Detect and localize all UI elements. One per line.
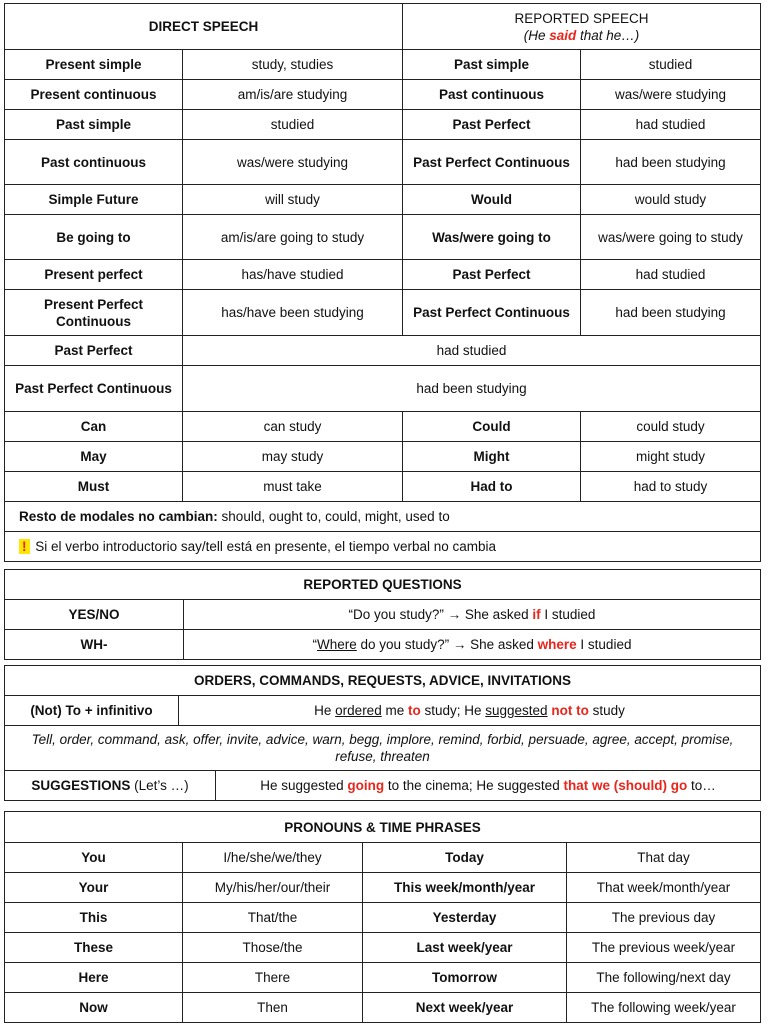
reported-time: The previous week/year xyxy=(567,933,761,963)
reported-example: had studied xyxy=(581,110,761,140)
direct-example: must take xyxy=(183,472,403,502)
tense-row xyxy=(5,290,761,336)
suggestions-label-cell xyxy=(5,771,216,801)
tense-row xyxy=(5,50,761,80)
reported-tense: Was/were going to xyxy=(403,215,581,260)
tense-row xyxy=(5,185,761,215)
sugg-part: to the cinema; He suggested xyxy=(384,778,564,793)
direct-time: This week/month/year xyxy=(363,873,567,903)
pronoun-row xyxy=(5,903,761,933)
merged-example: had been studying xyxy=(183,366,761,412)
direct-pronoun: Here xyxy=(5,963,183,993)
wh-where-underlined: Where xyxy=(317,637,357,652)
subtitle-post: that he…) xyxy=(576,27,640,43)
warning-text: Si el verbo introductorio say/tell está en presente, el tiempo verbal no cambia xyxy=(31,539,496,554)
orders-header: ORDERS, COMMANDS, REQUESTS, ADVICE, INVITATIONS xyxy=(5,666,761,696)
pronouns-header: PRONOUNS & TIME PHRASES xyxy=(5,812,761,843)
pronouns-table xyxy=(4,811,761,1023)
suggestions-row xyxy=(5,771,761,801)
direct-tense: Past simple xyxy=(5,110,183,140)
reported-tense: Past Perfect Continuous xyxy=(403,290,581,336)
modals-note-label: Resto de modales no cambian: xyxy=(19,509,218,524)
reported-example: had studied xyxy=(581,260,761,290)
warning-row xyxy=(5,532,761,562)
sugg-that-we-go: that we (should) go xyxy=(563,778,688,793)
reported-tense: Past continuous xyxy=(403,80,581,110)
subtitle-pre: (He xyxy=(523,27,550,43)
reported-example: had to study xyxy=(581,472,761,502)
modals-note xyxy=(5,502,761,532)
reported-example: was/were going to study xyxy=(581,215,761,260)
reported-pronoun: I/he/she/we/they xyxy=(183,843,363,873)
reported-example: studied xyxy=(581,50,761,80)
pronoun-row xyxy=(5,993,761,1023)
direct-pronoun: This xyxy=(5,903,183,933)
merged-tense-row xyxy=(5,336,761,366)
infinitive-row xyxy=(5,696,761,726)
yesno-pre: “Do you study?” → She asked xyxy=(348,607,533,622)
direct-tense: Past Perfect xyxy=(5,336,183,366)
modal-row xyxy=(5,442,761,472)
suggestions-label: SUGGESTIONS xyxy=(31,778,131,793)
direct-time: Today xyxy=(363,843,567,873)
reported-example: was/were studying xyxy=(581,80,761,110)
reported-tense: Past Perfect xyxy=(403,260,581,290)
direct-example: was/were studying xyxy=(183,140,403,185)
questions-table xyxy=(4,569,761,660)
direct-tense: Past Perfect Continuous xyxy=(5,366,183,412)
reported-example: could study xyxy=(581,412,761,442)
direct-tense: Present simple xyxy=(5,50,183,80)
ex-part: He xyxy=(314,703,336,718)
wh-row xyxy=(5,630,761,660)
direct-speech-header: DIRECT SPEECH xyxy=(5,4,403,50)
wh-quote: “ xyxy=(312,637,318,652)
reported-pronoun: Then xyxy=(183,993,363,1023)
direct-example: may study xyxy=(183,442,403,472)
reported-speech-header: REPORTED SPEECH xyxy=(514,10,649,26)
wh-example xyxy=(184,630,761,660)
reported-speech-header-cell xyxy=(403,4,761,50)
warning-icon: ! xyxy=(19,539,30,554)
sugg-going: going xyxy=(347,778,385,793)
reported-pronoun: Those/the xyxy=(183,933,363,963)
reported-modal: Might xyxy=(403,442,581,472)
pronoun-row xyxy=(5,843,761,873)
direct-example: can study xyxy=(183,412,403,442)
tense-row xyxy=(5,80,761,110)
direct-time: Last week/year xyxy=(363,933,567,963)
ex-ordered: ordered xyxy=(335,703,382,718)
direct-tense: Present Perfect Continuous xyxy=(5,290,183,336)
reported-modal: Could xyxy=(403,412,581,442)
wh-post: I studied xyxy=(576,637,632,652)
yesno-if: if xyxy=(532,607,541,622)
direct-example: has/have studied xyxy=(183,260,403,290)
reported-time: That day xyxy=(567,843,761,873)
direct-pronoun: You xyxy=(5,843,183,873)
direct-example: am/is/are going to study xyxy=(183,215,403,260)
reported-pronoun: There xyxy=(183,963,363,993)
wh-where-red: where xyxy=(537,637,577,652)
yesno-post: I studied xyxy=(540,607,596,622)
reported-tense: Past simple xyxy=(403,50,581,80)
direct-example: am/is/are studying xyxy=(183,80,403,110)
verbs-row xyxy=(5,726,761,771)
ex-part: study xyxy=(588,703,625,718)
yesno-label: YES/NO xyxy=(5,600,184,630)
pronouns-header-row xyxy=(5,812,761,843)
reported-example: had been studying xyxy=(581,290,761,336)
direct-tense: Present perfect xyxy=(5,260,183,290)
direct-example: study, studies xyxy=(183,50,403,80)
direct-modal: May xyxy=(5,442,183,472)
yesno-row xyxy=(5,600,761,630)
suggestions-example xyxy=(216,771,761,801)
direct-tense: Simple Future xyxy=(5,185,183,215)
ex-part: study; He xyxy=(420,703,486,718)
ex-part: me xyxy=(381,703,408,718)
direct-time: Tomorrow xyxy=(363,963,567,993)
infinitive-label: (Not) To + infinitivo xyxy=(5,696,179,726)
reported-tense: Past Perfect Continuous xyxy=(403,140,581,185)
reported-example: had been studying xyxy=(581,140,761,185)
direct-pronoun: Your xyxy=(5,873,183,903)
sugg-part: to… xyxy=(687,778,716,793)
wh-mid: do you study?” → She asked xyxy=(356,637,538,652)
direct-modal: Can xyxy=(5,412,183,442)
warning-note xyxy=(5,532,761,562)
ex-suggested: suggested xyxy=(485,703,548,718)
wh-label: WH- xyxy=(5,630,184,660)
direct-tense: Past continuous xyxy=(5,140,183,185)
modals-note-text: should, ought to, could, might, used to xyxy=(217,509,450,524)
tense-row xyxy=(5,140,761,185)
suggestions-sub: (Let’s …) xyxy=(130,778,189,793)
modal-row xyxy=(5,412,761,442)
reported-speech-subtitle xyxy=(407,27,756,44)
tense-table xyxy=(4,3,761,562)
reported-tense: Would xyxy=(403,185,581,215)
reported-time: The previous day xyxy=(567,903,761,933)
pronoun-row xyxy=(5,933,761,963)
orders-table xyxy=(4,665,761,801)
yesno-example xyxy=(184,600,761,630)
reported-tense: Past Perfect xyxy=(403,110,581,140)
merged-tense-row xyxy=(5,366,761,412)
direct-example: studied xyxy=(183,110,403,140)
direct-modal: Must xyxy=(5,472,183,502)
direct-pronoun: Now xyxy=(5,993,183,1023)
reporting-verbs: Tell, order, command, ask, offer, invite, advice, warn, begg, implore, remind, forbid, persuade, agree, accept, promise, refuse, threaten xyxy=(5,726,761,771)
infinitive-example xyxy=(179,696,761,726)
ex-to: to xyxy=(407,703,421,718)
subtitle-said: said xyxy=(549,27,577,43)
sugg-part: He suggested xyxy=(260,778,348,793)
tense-row xyxy=(5,260,761,290)
reported-modal: Had to xyxy=(403,472,581,502)
reported-time: That week/month/year xyxy=(567,873,761,903)
reported-example: might study xyxy=(581,442,761,472)
questions-header-row xyxy=(5,570,761,600)
modal-row xyxy=(5,472,761,502)
pronoun-row xyxy=(5,873,761,903)
direct-tense: Present continuous xyxy=(5,80,183,110)
direct-time: Next week/year xyxy=(363,993,567,1023)
direct-time: Yesterday xyxy=(363,903,567,933)
ex-not-to: not to xyxy=(551,703,589,718)
direct-example: has/have been studying xyxy=(183,290,403,336)
direct-pronoun: These xyxy=(5,933,183,963)
reported-time: The following/next day xyxy=(567,963,761,993)
direct-tense: Be going to xyxy=(5,215,183,260)
reported-time: The following week/year xyxy=(567,993,761,1023)
reported-example: would study xyxy=(581,185,761,215)
pronoun-row xyxy=(5,963,761,993)
orders-header-row xyxy=(5,666,761,696)
reported-pronoun: My/his/her/our/their xyxy=(183,873,363,903)
tense-header-row xyxy=(5,4,761,50)
tense-row xyxy=(5,110,761,140)
reported-pronoun: That/the xyxy=(183,903,363,933)
questions-header: REPORTED QUESTIONS xyxy=(5,570,761,600)
merged-example: had studied xyxy=(183,336,761,366)
modals-note-row xyxy=(5,502,761,532)
direct-example: will study xyxy=(183,185,403,215)
tense-row xyxy=(5,215,761,260)
